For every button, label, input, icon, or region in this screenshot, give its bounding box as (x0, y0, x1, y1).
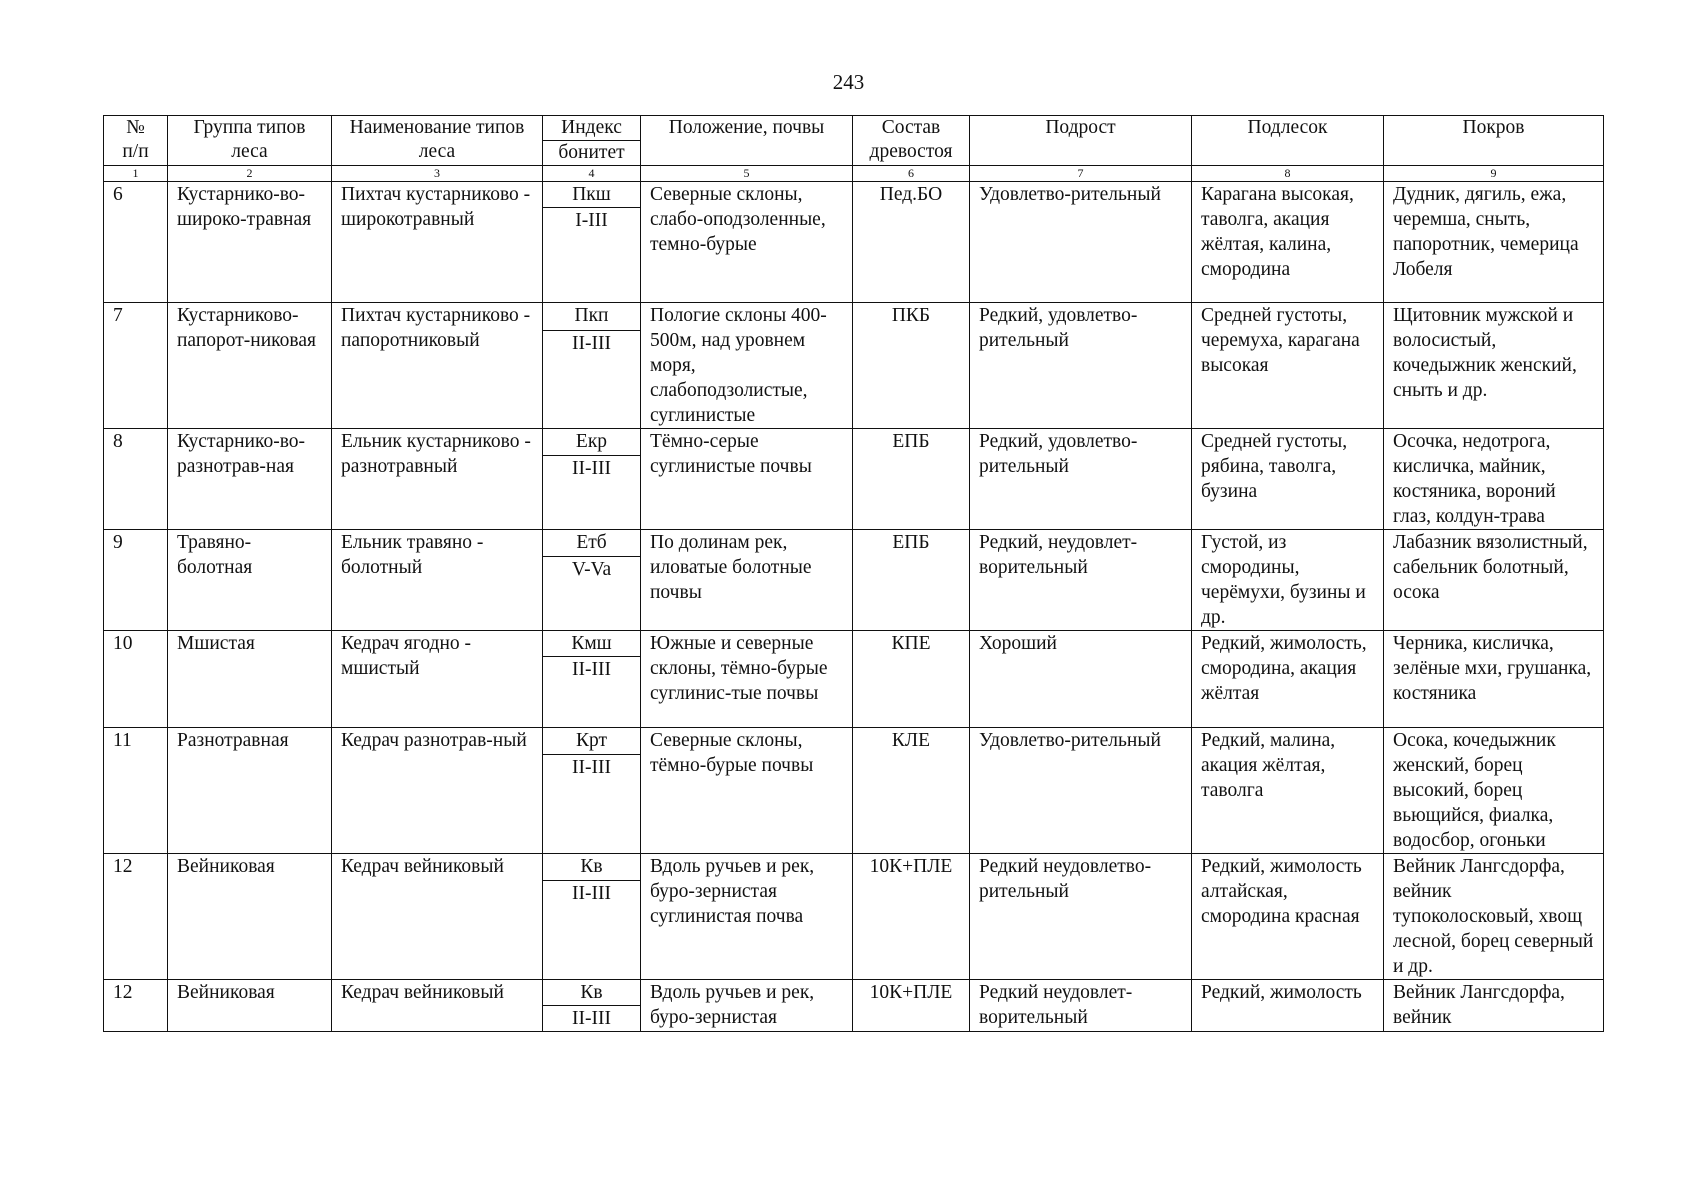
underbrush: Средней густоты, черемуха, карагана высокая (1192, 303, 1384, 429)
underbrush: Средней густоты, рябина, таволга, бузина (1192, 429, 1384, 530)
column-numbers-row (104, 166, 1604, 182)
row-number: 10 (104, 631, 168, 728)
forest-class: I-III (543, 208, 641, 303)
underbrush: Редкий, жимолость алтайская, смородина красная (1192, 854, 1384, 980)
ground-cover: Лабазник вязолистный, сабельник болотный, осока (1384, 530, 1604, 631)
forest-type-name: Кедрач разнотрав-ный (332, 728, 543, 854)
forest-index: Екр (543, 429, 641, 456)
forest-class: II-III (543, 456, 641, 530)
stand-composition: Пед.БО (853, 182, 970, 303)
forest-group: Травяно-болотная (168, 530, 332, 631)
stand-composition: КПЕ (853, 631, 970, 728)
stand-composition: ЕПБ (853, 429, 970, 530)
forest-group: Вейниковая (168, 854, 332, 980)
forest-index: Крт (543, 728, 641, 755)
forest-class: II-III (543, 330, 641, 428)
ground-cover: Вейник Лангсдорфа, вейник тупоколосковый, хвощ лесной, борец северный и др. (1384, 854, 1604, 980)
column-number: 8 (1192, 166, 1384, 182)
stand-composition: 10К+ПЛЕ (853, 854, 970, 980)
forest-type-name: Ельник кустарниково - разнотравный (332, 429, 543, 530)
stand-composition: ПКБ (853, 303, 970, 429)
forest-class: II-III (543, 657, 641, 728)
position-soil: Вдоль ручьев и рек, буро-зернистая суглинистая почва (641, 854, 853, 980)
table-body (104, 182, 1604, 1032)
table-row (104, 854, 1604, 881)
table-header (104, 116, 1604, 182)
forest-class: II-III (543, 881, 641, 980)
undergrowth: Редкий, неудовлет-ворительный (970, 530, 1192, 631)
table-row (104, 429, 1604, 456)
underbrush: Густой, из смородины, черёмухи, бузины и др. (1192, 530, 1384, 631)
forest-class: II-III (543, 755, 641, 854)
header-class: бонитет (543, 141, 641, 166)
forest-type-name: Кедрач вейниковый (332, 854, 543, 980)
page-number: 243 (832, 70, 865, 94)
column-number: 1 (104, 166, 168, 182)
underbrush: Редкий, малина, акация жёлтая, таволга (1192, 728, 1384, 854)
header-underbrush: Подлесок (1192, 116, 1384, 166)
stand-composition: КЛЕ (853, 728, 970, 854)
forest-group: Вейниковая (168, 980, 332, 1032)
header-composition: Состав древостоя (853, 116, 970, 166)
position-soil: Вдоль ручьев и рек, буро-зернистая (641, 980, 853, 1032)
forest-class: II-III (543, 1006, 641, 1032)
header-name: Наименование типов леса (332, 116, 543, 166)
forest-index: Пкп (543, 303, 641, 331)
column-number: 2 (168, 166, 332, 182)
forest-types-table (103, 115, 1604, 1032)
row-number: 12 (104, 854, 168, 980)
forest-type-name: Кедрач ягодно - мшистый (332, 631, 543, 728)
ground-cover: Осока, кочедыжник женский, борец высокий, борец вьющийся, фиалка, водосбор, огоньки (1384, 728, 1604, 854)
forest-group: Разнотравная (168, 728, 332, 854)
underbrush: Карагана высокая, таволга, акация жёлтая, калина, смородина (1192, 182, 1384, 303)
column-number: 9 (1384, 166, 1604, 182)
undergrowth: Хороший (970, 631, 1192, 728)
forest-index: Пкш (543, 182, 641, 208)
table-row (104, 980, 1604, 1006)
ground-cover: Дудник, дягиль, ежа, черемша, сныть, папоротник, чемерица Лобеля (1384, 182, 1604, 303)
row-number: 8 (104, 429, 168, 530)
undergrowth: Редкий, удовлетво-рительный (970, 303, 1192, 429)
forest-type-name: Пихтач кустарниково - широкотравный (332, 182, 543, 303)
forest-index: Етб (543, 530, 641, 557)
ground-cover: Щитовник мужской и волосистый, кочедыжник женский, сныть и др. (1384, 303, 1604, 429)
ground-cover: Черника, кисличка, зелёные мхи, грушанка, костяника (1384, 631, 1604, 728)
forest-group: Мшистая (168, 631, 332, 728)
forest-class: V-Va (543, 557, 641, 631)
column-number: 3 (332, 166, 543, 182)
forest-index: Кв (543, 854, 641, 881)
underbrush: Редкий, жимолость (1192, 980, 1384, 1032)
forest-index: Кмш (543, 631, 641, 657)
column-number: 5 (641, 166, 853, 182)
forest-type-name: Кедрач вейниковый (332, 980, 543, 1032)
row-number: 7 (104, 303, 168, 429)
position-soil: Южные и северные склоны, тёмно-бурые суглинис-тые почвы (641, 631, 853, 728)
table-row (104, 530, 1604, 557)
header-index: Индекс (543, 116, 641, 141)
forest-group: Кустарнико-во-разнотрав-ная (168, 429, 332, 530)
undergrowth: Редкий неудовлет-ворительный (970, 980, 1192, 1032)
table-row (104, 182, 1604, 208)
ground-cover: Осочка, недотрога, кисличка, майник, костяника, вороний глаз, колдун-трава (1384, 429, 1604, 530)
position-soil: По долинам рек, иловатые болотные почвы (641, 530, 853, 631)
header-undergrowth: Подрост (970, 116, 1192, 166)
header-position: Положение, почвы (641, 116, 853, 166)
ground-cover: Вейник Лангсдорфа, вейник (1384, 980, 1604, 1032)
position-soil: Тёмно-серые суглинистые почвы (641, 429, 853, 530)
undergrowth: Удовлетво-рительный (970, 182, 1192, 303)
row-number: 11 (104, 728, 168, 854)
row-number: 12 (104, 980, 168, 1032)
forest-index: Кв (543, 980, 641, 1006)
forest-group: Кустарниково-папорот-никовая (168, 303, 332, 429)
header-group: Группа типов леса (168, 116, 332, 166)
header-num-line2: п/п (122, 141, 149, 162)
underbrush: Редкий, жимолость, смородина, акация жёлтая (1192, 631, 1384, 728)
position-soil: Пологие склоны 400-500м, над уровнем моря, слабоподзолистые, суглинистые (641, 303, 853, 429)
position-soil: Северные склоны, слабо-оподзоленные, темно-бурые (641, 182, 853, 303)
forest-type-name: Пихтач кустарниково - папоротниковый (332, 303, 543, 429)
column-number: 7 (970, 166, 1192, 182)
header-num (104, 116, 168, 166)
header-num-line1: № (126, 117, 145, 138)
row-number: 9 (104, 530, 168, 631)
table-row (104, 303, 1604, 331)
undergrowth: Редкий, удовлетво-рительный (970, 429, 1192, 530)
position-soil: Северные склоны, тёмно-бурые почвы (641, 728, 853, 854)
table-row (104, 728, 1604, 755)
forest-type-name: Ельник травяно - болотный (332, 530, 543, 631)
table-row (104, 631, 1604, 657)
undergrowth: Удовлетво-рительный (970, 728, 1192, 854)
undergrowth: Редкий неудовлетво-рительный (970, 854, 1192, 980)
forest-group: Кустарнико-во-широко-травная (168, 182, 332, 303)
column-number: 6 (853, 166, 970, 182)
header-cover: Покров (1384, 116, 1604, 166)
row-number: 6 (104, 182, 168, 303)
stand-composition: ЕПБ (853, 530, 970, 631)
stand-composition: 10К+ПЛЕ (853, 980, 970, 1032)
column-number: 4 (543, 166, 641, 182)
